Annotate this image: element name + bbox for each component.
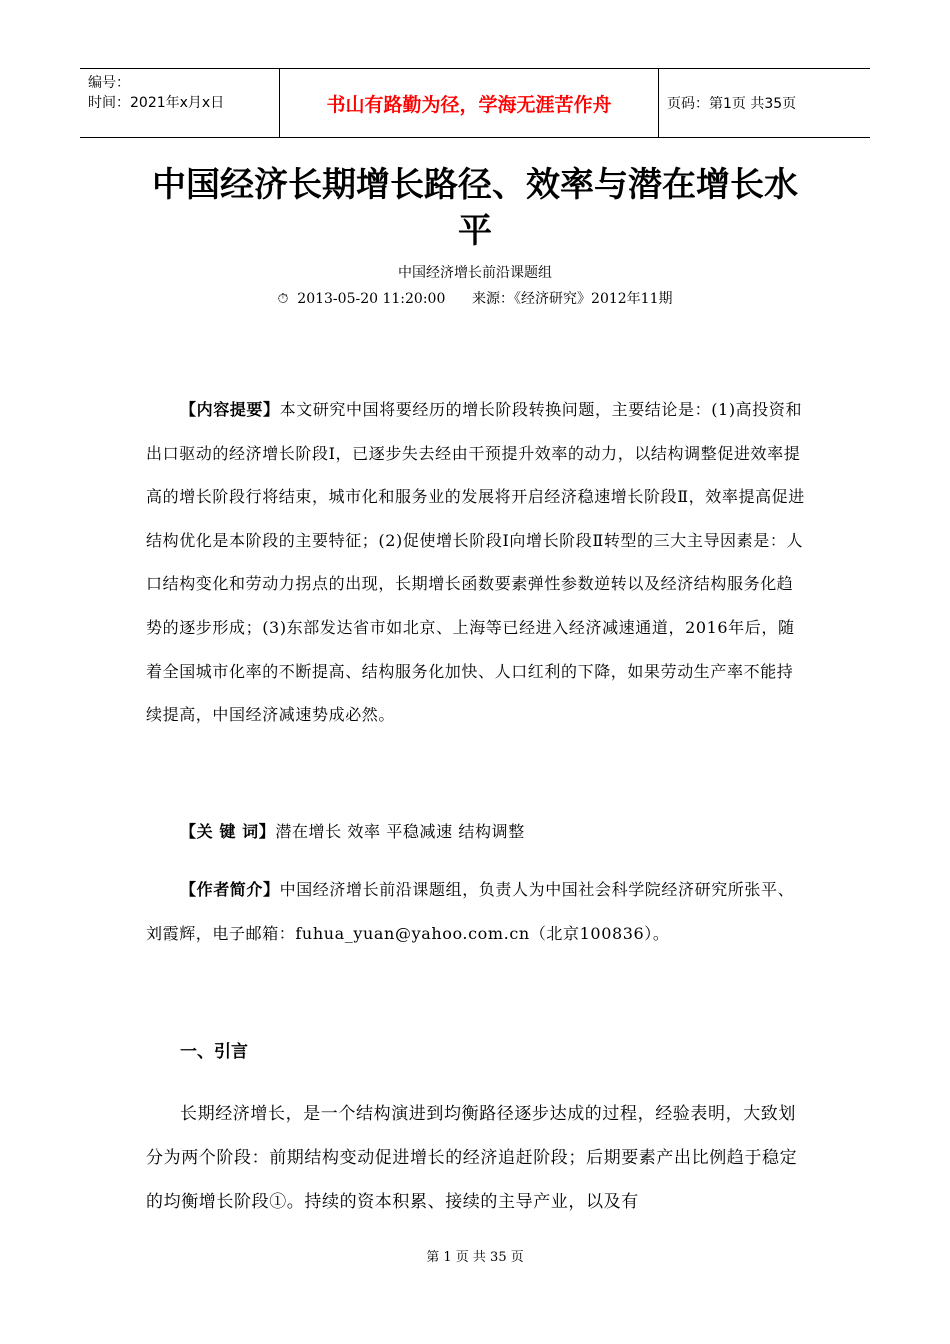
author-organization: 中国经济增长前沿课题组 [398,265,552,281]
abstract-label: 【内容提要】 [180,400,280,419]
keywords-text: 潜在增长 效率 平稳减速 结构调整 [275,822,525,841]
author-text: 中国经济增长前沿课题组，负责人为中国社会科学院经济研究所张平、刘霞辉，电子邮箱：fuhua_yuan@yahoo.com.cn（北京100836）。 [146,880,795,943]
document-date: 时间：2021年x月x日 [88,95,225,111]
keywords-label: 【关 键 词】 [180,822,276,841]
article-title-line-1: 中国经济长期增长路径、效率与潜在增长水 [152,165,798,205]
author-label: 【作者简介】 [180,880,280,899]
abstract-text: 本文研究中国将要经历的增长阶段转换问题，主要结论是：(1)高投资和出口驱动的经济增长阶段Ⅰ，已逐步失去经由干预提升效率的动力，以结构调整促进效率提高的增长阶段行将结束，城市化和服务业的发展将开启经济稳速增长阶段Ⅱ，效率提高促进结构优化是本阶段的主要特征；(2)促使增长阶段Ⅰ向增长阶段Ⅱ转型的三大主导因素是：人口结构变化和劳动力拐点的出现，长期增长函数要素弹性参数逆转以及经济结构服务化趋势的逐步形成；(3)东部发达省市如北京、上海等已经进入经济减速通道，2016年后，随着全国城市化率的不断提高、结构服务化加快、人口红利的下降，如果劳动生产率不能持续提高，中国经济减速势成必然。 [146,400,805,725]
header-motto: 书山有路勤为径，学海无涯苦作舟 [280,69,659,137]
document-header [80,68,870,138]
author-paragraph [146,868,806,955]
document-number-label: 编号： [88,75,130,91]
publication-meta: ⏱ 2013-05-20 11:20:00 来源：《经济研究》2012年11期 [277,291,673,307]
header-left-cell [80,69,280,137]
article-title-line-2: 平 [458,211,492,251]
article-title [120,162,830,254]
page-footer: 第 1 页 共 35 页 [426,1250,524,1265]
abstract-paragraph [146,388,806,737]
intro-paragraph [146,1092,806,1224]
section-heading: 一、引言 [180,1042,248,1062]
header-page-info: 页码：第1页 共35页 [667,96,797,112]
intro-text: 长期经济增长，是一个结构演进到均衡路径逐步达成的过程，经验表明，大致划分为两个阶段：前期结构变动促进增长的经济追赶阶段；后期要素产出比例趋于稳定的均衡增长阶段①。持续的资本积累、接续的主导产业，以及有 [146,1104,798,1212]
keywords-paragraph [146,810,806,854]
